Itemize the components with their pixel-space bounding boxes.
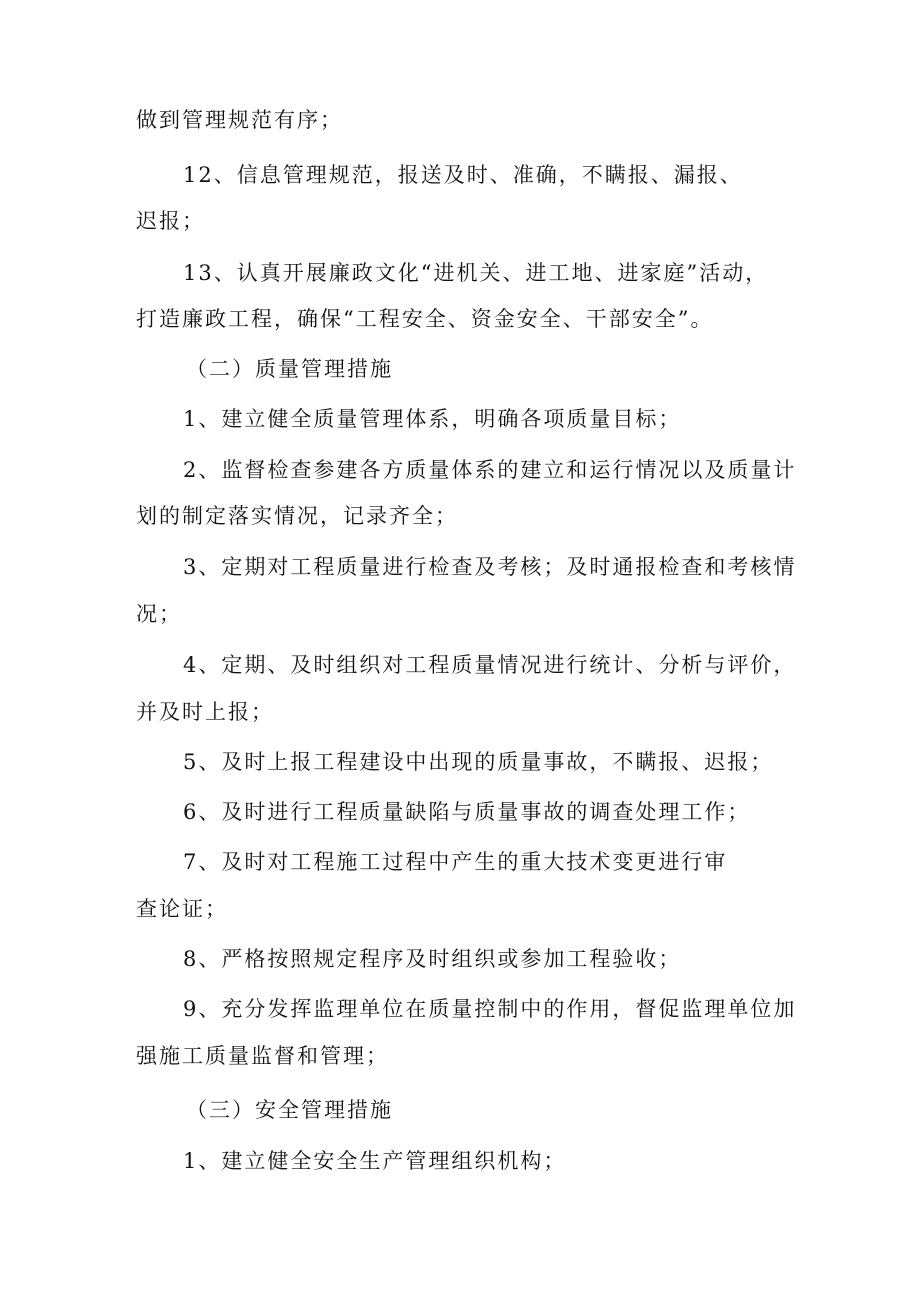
text-line: 2、监督检查参建各方质量体系的建立和运行情况以及质量计 xyxy=(183,458,797,482)
text-line: 5、及时上报工程建设中出现的质量事故，不瞒报、迟报； xyxy=(183,750,774,774)
text-line: 8、严格按照规定程序及时组织或参加工程验收； xyxy=(183,947,682,971)
text-line: 况； xyxy=(136,602,182,626)
text-line: 做到管理规范有序； xyxy=(136,108,343,132)
text-line: 1、建立健全安全生产管理组织机构； xyxy=(183,1149,567,1173)
text-line: 并及时上报； xyxy=(136,700,274,724)
section-heading: （三）安全管理措施 xyxy=(186,1098,393,1122)
text-line: 4、定期、及时组织对工程质量情况进行统计、分析与评价， xyxy=(183,653,797,677)
text-line: 6、及时进行工程质量缺陷与质量事故的调查处理工作； xyxy=(183,800,751,824)
text-line: 查论证； xyxy=(136,897,228,921)
text-line: 7、及时对工程施工过程中产生的重大技术变更进行审 xyxy=(183,850,728,874)
text-line: 划的制定落实情况，记录齐全； xyxy=(136,504,458,528)
text-line: 打造廉政工程，确保“工程安全、资金安全、干部安全”。 xyxy=(136,307,714,331)
text-line: 9、充分发挥监理单位在质量控制中的作用，督促监理单位加 xyxy=(183,997,797,1021)
text-line: 12、信息管理规范，报送及时、准确，不瞒报、漏报、 xyxy=(183,163,743,187)
text-line: 强施工质量监督和管理； xyxy=(136,1044,389,1068)
text-line: 迟报； xyxy=(136,209,205,233)
text-line: 1、建立健全质量管理体系，明确各项质量目标； xyxy=(183,407,682,431)
section-heading: （二）质量管理措施 xyxy=(186,357,393,381)
text-line: 3、定期对工程质量进行检查及考核；及时通报检查和考核情 xyxy=(183,555,797,579)
text-line: 13、认真开展廉政文化“进机关、进工地、进家庭”活动， xyxy=(183,261,769,285)
